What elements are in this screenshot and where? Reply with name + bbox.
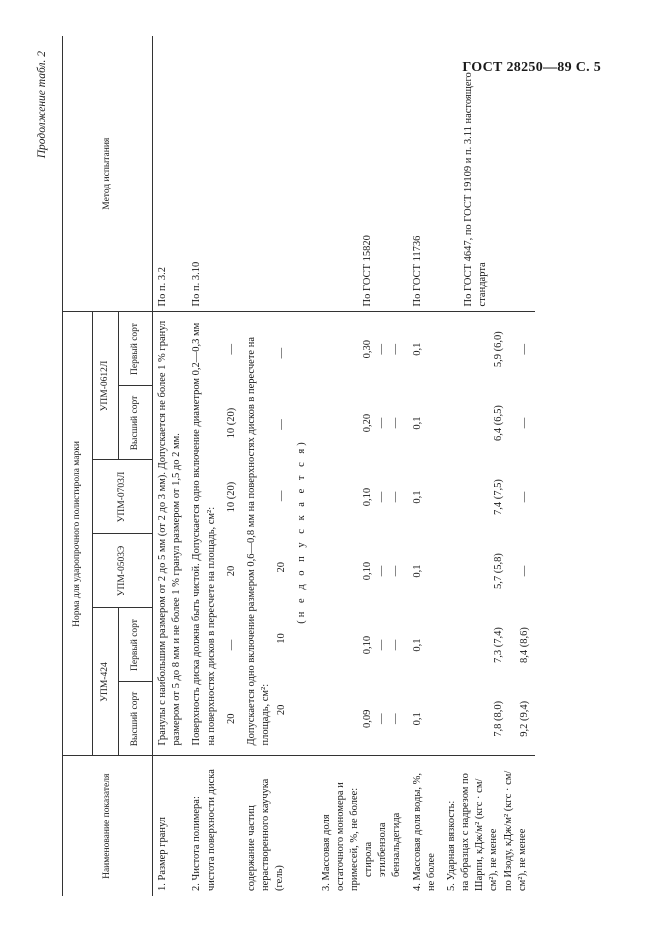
value-cell: 0,10 [361, 487, 373, 507]
grade-upm0703: УПМ-0703Л [93, 460, 153, 534]
row-norm-text: Поверхность диска должна быть чистой. Допускается одно включение диаметром 0,2—0,3 мм на поверхностях дисков в пересчете на площадь, см²: [187, 312, 221, 756]
value-cell: 6,4 (6,5) [492, 405, 504, 441]
row-method: По п. 3.10 [187, 36, 316, 312]
table-row [317, 36, 408, 896]
value-cell: 8,4 (8,6) [519, 627, 531, 663]
value-cell: 5,9 (6,0) [492, 331, 504, 368]
value-cell: 7,3 (7,4) [492, 627, 504, 663]
sort-high: Высший сорт [119, 682, 153, 756]
row-sub-name: этилбензола [377, 822, 389, 877]
value-cell: — [389, 491, 401, 503]
value-cell: — [519, 565, 531, 577]
col-norm-header: Норма для ударопрочного полистирола марки [63, 312, 93, 756]
value-cell: 10 [276, 633, 288, 644]
row-sub-name: стирола [363, 841, 375, 877]
rotated-table-block [36, 51, 652, 896]
value-cell: — [225, 343, 237, 355]
row-name: 4. Массовая доля воды, %, не более [411, 772, 437, 891]
value-cell: — [389, 565, 401, 577]
table-row [408, 36, 442, 896]
value-cell: 5,7 (5,8) [492, 553, 504, 589]
row-norm-text: Гранулы с наибольшим размером от 2 до 5 мм (от 2 до 3 мм). Допускается не более 1 % гранул размером от 5 до 8 мм и не более 1 % гранул размером от 1,5 до 2 мм. [153, 312, 188, 756]
value-cell: 0,09 [361, 709, 373, 728]
value-cell: — [389, 713, 401, 724]
value-cell: — [519, 491, 531, 503]
value-cell: 0,1 [411, 638, 423, 652]
value-cell: 7,8 (8,0) [492, 700, 504, 737]
sort-first: Первый сорт [119, 312, 153, 386]
value-cell: — [389, 343, 401, 355]
row-method: По п. 3.2 [153, 36, 188, 312]
row-name-part: 2. Чистота полимера: [191, 796, 203, 891]
grade-upm424: УПМ-424 [93, 608, 119, 756]
value-cell: — [389, 639, 401, 651]
value-cell: 0,1 [411, 342, 423, 356]
value-cell: — [375, 713, 387, 724]
col-method-header: Метод испытания [63, 36, 153, 312]
indicators-table [62, 36, 535, 896]
value-cell: — [375, 343, 387, 355]
value-cell: — [276, 419, 288, 430]
row-name: 5. Ударная вязкость: [445, 800, 457, 891]
value-cell: 7,4 (7,5) [492, 479, 504, 515]
value-cell: 20 [225, 565, 237, 577]
value-cell: 0,20 [361, 413, 373, 433]
value-cell: — [519, 417, 531, 429]
value-cell: — [375, 565, 387, 577]
row-name: 3. Массовая доля остаточного мономера и примесей, %, не более: [320, 782, 360, 891]
table-row [442, 36, 535, 896]
value-cell: 0,30 [361, 340, 373, 359]
row-method: По ГОСТ 15820 [317, 36, 408, 312]
row-norm-text: Допускается одно включение размером 0,6—0,8 мм на поверхностях дисков в пересчете на площадь, см²: [245, 337, 272, 746]
row-name-part: чистота поверхности диска [205, 769, 217, 891]
value-cell: 20 [276, 704, 288, 716]
value-cell: 0,10 [361, 561, 373, 581]
value-cell: 20 [222, 682, 242, 756]
value-cell: — [276, 347, 288, 359]
row-name: 1. Размер гранул [157, 816, 168, 891]
value-cell: — [225, 639, 237, 651]
value-cell: 10 (20) [225, 481, 237, 513]
col-name-header: Наименование показателя [63, 756, 153, 896]
gel-values [273, 317, 313, 745]
value-cell: 10 (20) [225, 407, 237, 439]
value-cell: — [375, 417, 387, 429]
sort-first: Первый сорт [119, 608, 153, 682]
value-cell: — [276, 490, 288, 502]
row-sub-name: бензальдегида [391, 812, 403, 877]
row-name [187, 756, 221, 896]
row-method: По ГОСТ 11736 [408, 36, 442, 312]
row-name: содержание частиц нерастворенного каучука (гель) [245, 778, 286, 891]
value-cell: 20 [276, 561, 288, 573]
grade-upm0612: УПМ-0612Л [93, 312, 119, 460]
value-cell: — [389, 417, 401, 429]
value-cell: — [375, 639, 387, 651]
value-cell: 0,1 [411, 416, 423, 430]
row-sub-name: на образцах с надрезом по Шарпи, кДж/м² (кгс · см/см²), не менее [460, 773, 500, 891]
row-method: По ГОСТ 4647, по ГОСТ 19109 и п. 3.11 настоящего стандарта [442, 36, 535, 312]
value-cell: 0,1 [411, 564, 423, 578]
continuation-label: Продолжение табл. 2 [36, 51, 48, 159]
value-cell: — [519, 343, 531, 355]
value-cell: 0,1 [408, 682, 442, 756]
value-cell: 0,1 [411, 490, 423, 504]
page-header: ГОСТ 28250—89 С. 5 [462, 60, 601, 75]
row-sub-name: по Изоду, кДж/м² (кгс · см/см²), не менее [502, 770, 528, 891]
not-allowed-note: (н е д о п у с к а е т с я) [296, 439, 308, 624]
value-cell: 9,2 (9,4) [519, 700, 531, 737]
grade-upm0503: УПМ-0503Э [93, 534, 153, 608]
value-cell: 0,10 [361, 635, 373, 655]
value-cell: — [375, 491, 387, 503]
sort-high: Высший сорт [119, 386, 153, 460]
table-row [153, 36, 188, 896]
table-row [187, 36, 221, 896]
